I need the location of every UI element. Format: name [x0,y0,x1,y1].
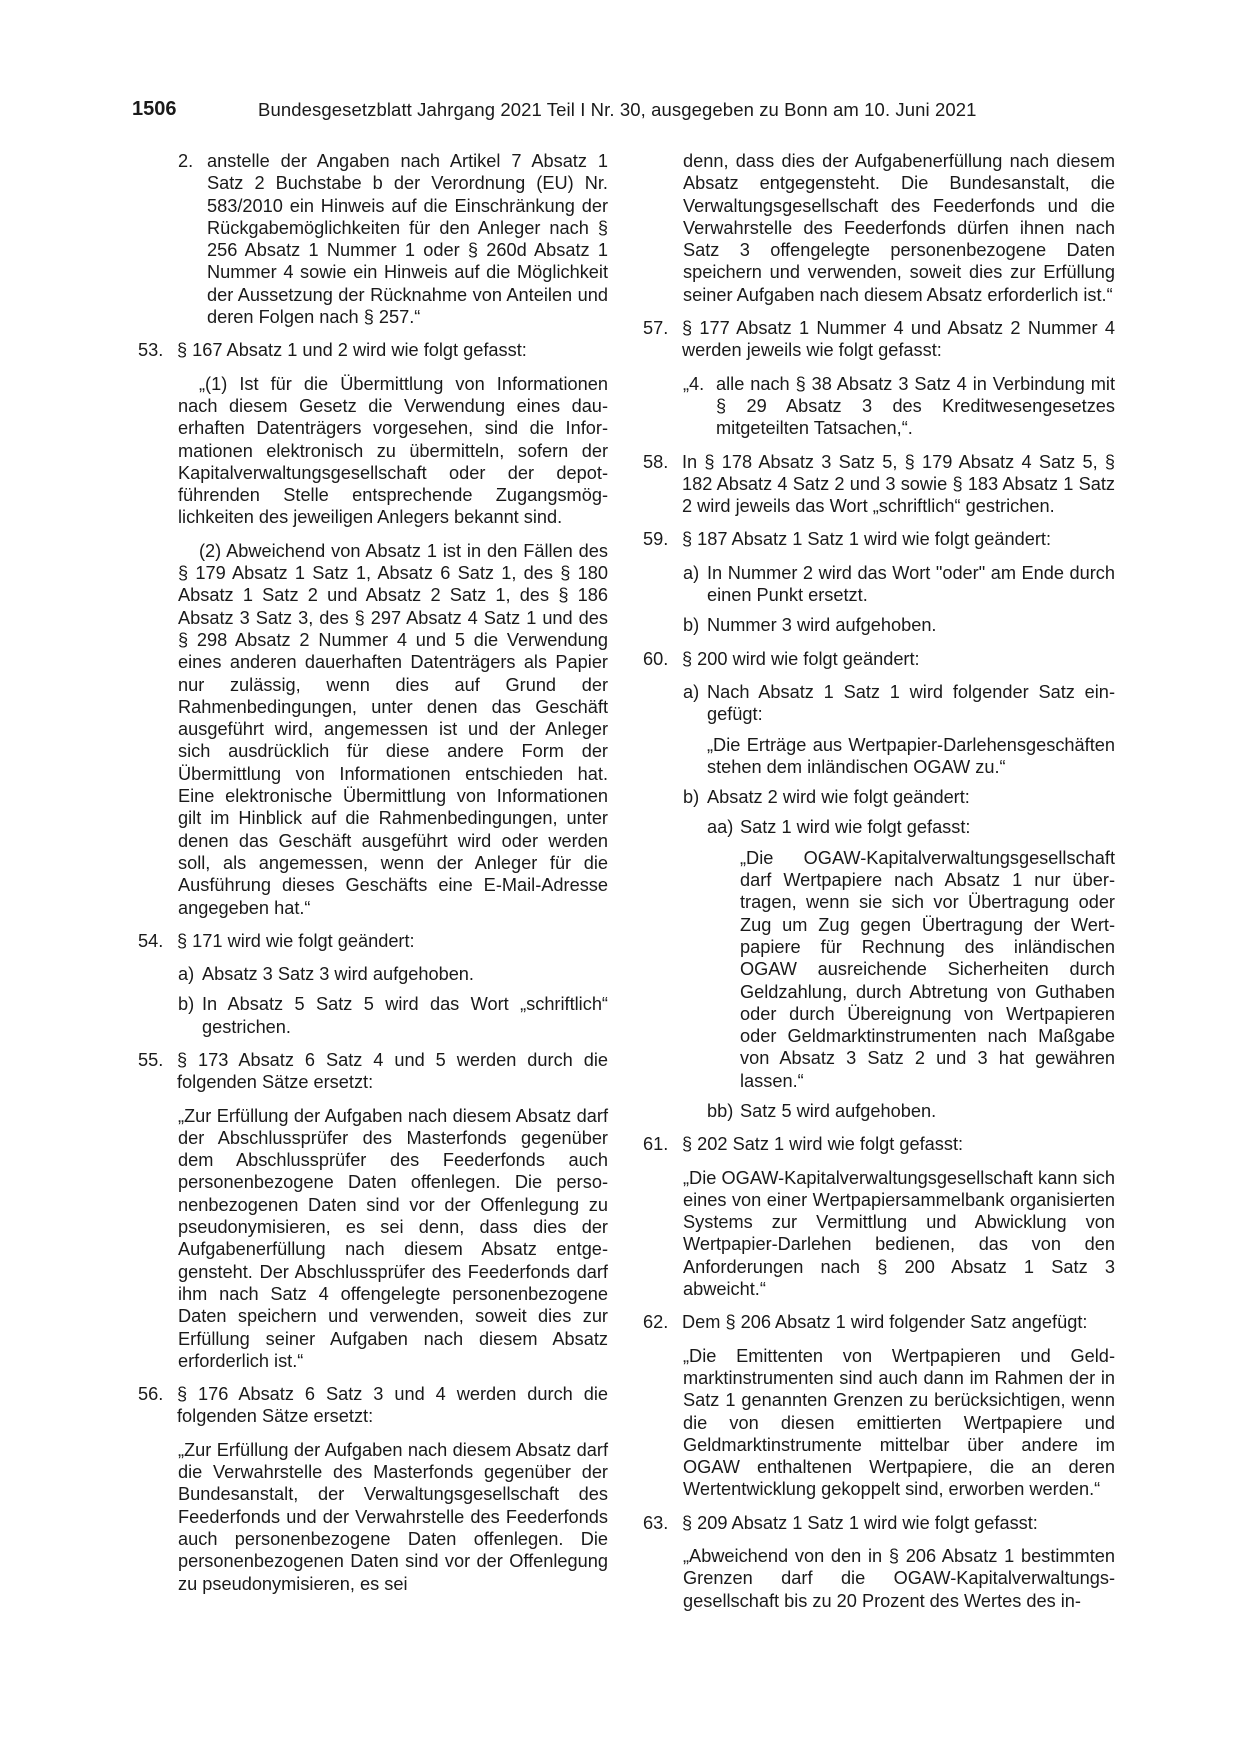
item-number: 60. [643,648,669,669]
item-number: 62. [643,1312,669,1333]
page-number: 1506 [132,98,177,120]
item-number: 57. [643,318,669,339]
sub-text: Absatz 2 wird wie folgt geändert: [707,787,970,808]
item-56 [138,1383,608,1428]
sub-label: a) [178,964,195,985]
item-60-b-bb [707,1100,1115,1122]
item-54-a [178,963,608,985]
sub-label: b) [683,615,700,636]
item-54-b [178,993,608,1038]
item-text: § 202 Satz 1 wird wie folgt gefasst: [682,1134,964,1155]
item-59 [643,528,1115,550]
item-60-a [683,681,1115,726]
subsub-label: aa) [707,817,734,838]
item-60-b [683,786,1115,808]
sub-text: Absatz 3 Satz 3 wird aufgehoben. [202,964,474,985]
item-text: Dem § 206 Absatz 1 wird folgender Satz angefügt: [682,1312,1088,1333]
item-number: 59. [643,529,669,550]
item-52-2 [178,150,608,328]
item-number: 54. [138,930,164,951]
quote-paragraph: „Die Erträge aus Wertpapier-Darlehensgeschäften stehen dem inländischen OGAW zu.“ [707,734,1115,777]
item-number: 61. [643,1134,669,1155]
item-text: § 177 Absatz 1 Nummer 4 und Absatz 2 Nummer 4 werden jeweils wie folgt gefasst: [682,318,1115,361]
quote-paragraph: „Die OGAW-Kapitalverwaltungsgesellschaft darf Wertpapiere nach Absatz 1 nur übertragen, wenn sie sich vor Übertragung oder Zug um Zug gegen Übertragung der Wertpapiere für Rechnung des inländischen OGAW ausreichende Sicherheiten durch Geldzahlung, durch Abtretung von Guthaben oder durch Übereignung von Wertpapieren oder Geldmarktinstrumenten nach Maßgabe von Absatz 3 Satz 2 und 3 hat gewähren lassen.“ [740,847,1115,1091]
quote-paragraph: „Zur Erfüllung der Aufgaben nach diesem Absatz darf die Verwahrstelle des Masterfonds gegenüber der Bundesanstalt, der Verwaltungsgesellschaft des Feederfonds und der Verwahrstelle des Feederfonds auch personenbezogene Daten offenlegen. Die personenbezogenen Daten sind vor der Offenlegung zu pseudonymisieren, es sei [178,1439,608,1594]
quote-paragraph-1: „(1) Ist für die Übermittlung von Informationen nach diesem Gesetz die Verwendung eines dauerhaften Datenträgers vorgesehen, sind die Informationen elektronisch zu übermitteln, sofern der Kapitalverwaltungsgesellschaft oder der depotführenden Stelle entsprechende Zugangsmöglichkeiten des jeweiligen Anlegers bekannt sind. [178,373,608,528]
item-57 [643,317,1115,362]
quote-continuation: denn, dass dies der Aufgabenerfüllung nach diesem Absatz entgegensteht. Die Bundesanstalt, die Verwaltungsgesellschaft des Feederfonds und die Verwahrstelle des Feederfonds dürfen ihnen nach Satz 3 offengelegte personenbezogene Daten speichern und verwenden, soweit dies zur Erfüllung seiner Aufgaben nach diesem Absatz erforderlich ist.“ [683,151,1115,305]
item-text: § 176 Absatz 6 Satz 3 und 4 werden durch die folgenden Sätze ersetzt: [177,1384,608,1427]
item-number: 53. [138,340,164,361]
running-head: Bundesgesetzblatt Jahrgang 2021 Teil I Nr. 30, ausgegeben zu Bonn am 10. Juni 2021 [258,99,977,120]
item-text: § 171 wird wie folgt geändert: [177,930,415,951]
item-55 [138,1049,608,1094]
item-text: § 167 Absatz 1 und 2 wird wie folgt gefasst: [177,340,527,361]
item-label: 2. [178,151,194,171]
item-63 [643,1512,1115,1534]
quote-paragraph: „Die OGAW-Kapitalverwaltungsgesellschaft kann sich eines von einer Wertpapiersammelbank organisierten Systems zur Vermittlung und Abwicklung von Wertpapier-Darlehen bedienen, das von den Anforderungen nach § 200 Absatz 1 Satz 3 abweicht.“ [683,1167,1115,1300]
subsub-text: Satz 5 wird aufgehoben. [740,1100,937,1121]
sub-label: b) [178,994,195,1015]
sub-text: Nach Absatz 1 Satz 1 wird folgender Satz eingefügt: [707,681,1115,725]
item-60 [643,648,1115,670]
item-number: 56. [138,1384,164,1405]
sub-label: a) [683,562,700,583]
sub-text: In Nummer 2 wird das Wort "oder" am Ende durch einen Punkt ersetzt. [707,562,1115,606]
sub-text: Nummer 3 wird aufgehoben. [707,615,937,636]
right-column [643,150,1115,1623]
sub-text: In Absatz 5 Satz 5 wird das Wort „schriftlich“ gestrichen. [202,994,608,1037]
quote-paragraph: „Zur Erfüllung der Aufgaben nach diesem Absatz darf der Abschlussprüfer des Masterfonds gegenüber dem Abschlussprüfer des Feederfonds auch personenbezogene Daten offenlegen. Die personenbezogenen Daten sind vor der Offenlegung zu pseudonymisieren, es sei denn, dass dies der Aufgabenerfüllung nach diesem Absatz entgegensteht. Der Abschlussprüfer des Feederfonds darf ihm nach Satz 4 offengelegte personenbezogene Daten speichern und verwenden, soweit dies zur Erfüllung seiner Aufgaben nach diesem Absatz erforderlich ist.“ [178,1105,608,1371]
sub-label: b) [683,787,700,808]
item-text: § 209 Absatz 1 Satz 1 wird wie folgt gefasst: [682,1512,1038,1533]
item-text: § 173 Absatz 6 Satz 4 und 5 werden durch die folgenden Sätze ersetzt: [177,1049,608,1093]
left-column [138,150,608,1606]
item-59-b [683,614,1115,636]
item-59-a [683,562,1115,607]
item-text: In § 178 Absatz 3 Satz 5, § 179 Absatz 4 Satz 5, § 182 Absatz 4 Satz 2 und 3 sowie § 183 Absatz 1 Satz 2 wird jeweils das Wort „schriftlich“ gestrichen. [682,451,1115,517]
quote-label: „4. [683,373,705,394]
item-62 [643,1311,1115,1333]
item-text: § 200 wird wie folgt geändert: [682,648,920,669]
item-text: § 187 Absatz 1 Satz 1 wird wie folgt geändert: [682,529,1052,550]
quote-paragraph: „Abweichend von den in § 206 Absatz 1 bestimmten Grenzen darf die OGAW-Kapitalverwaltungsgesellschaft bis zu 20 Prozent des Wertes des in- [683,1546,1115,1611]
page-header [132,98,1112,128]
item-53 [138,339,608,361]
quote-paragraph-2: (2) Abweichend von Absatz 1 ist in den Fällen des § 179 Absatz 1 Satz 1, Absatz 6 Satz 1, des § 180 Absatz 1 Satz 2 und Absatz 2 Satz 1, des § 186 Absatz 3 Satz 3, des § 297 Absatz 4 Satz 1 und des § 298 Absatz 2 Nummer 4 und 5 die Verwendung eines anderen dauerhaften Datenträgers als Papier nur zulässig, wenn dies auf Grund der Rahmenbedingungen, unter denen das Geschäft ausgeführt wird, angemessen ist und der Anleger sich ausdrücklich für diese andere Form der Übermittlung von Informationen entschieden hat. Eine elektronische Übermittlung von Informationen gilt im Hinblick auf die Rahmenbedingungen, unter denen das Geschäft ausgeführt wird oder werden soll, als angemessen, wenn der Anleger für die Ausführung dieses Geschäfts eine E-Mail-Adresse angegeben hat.“ [178,540,608,918]
item-57-quote [683,373,1115,440]
quote-paragraph: „Die Emittenten von Wertpapieren und Geldmarktinstrumenten sind auch dann im Rahmen der in Satz 1 genannten Grenzen zu berücksichtigen, wenn die von diesen emittierten Wertpapiere und Geldmarktinstrumente mittelbar über andere im OGAW enthaltenen Wertpapiere, die an deren Wertentwicklung gekoppelt sind, erworben werden.“ [683,1345,1115,1500]
item-number: 63. [643,1512,669,1533]
subsub-text: Satz 1 wird wie folgt gefasst: [740,817,971,838]
item-60-b-aa [707,816,1115,838]
item-54 [138,930,608,952]
subsub-label: bb) [707,1100,734,1121]
quote-text: alle nach § 38 Absatz 3 Satz 4 in Verbindung mit § 29 Absatz 3 des Kreditwesengesetzes mitgeteilten Tatsachen,“. [716,373,1115,439]
item-61 [643,1133,1115,1155]
item-number: 58. [643,451,669,472]
item-58 [643,451,1115,518]
item-text: anstelle der Angaben nach Artikel 7 Absatz 1 Satz 2 Buchstabe b der Verordnung (EU) Nr. 583/2010 ein Hinweis auf die Einschränkung der Rückgabemöglichkeiten für den Anleger nach § 256 Absatz 1 Nummer 1 oder § 260d Absatz 1 Nummer 4 sowie ein Hinweis auf die Möglichkeit der Aussetzung der Rücknahme von Anteilen und deren Folgen nach § 257.“ [207,151,608,328]
item-number: 55. [138,1049,164,1070]
sub-label: a) [683,681,700,702]
